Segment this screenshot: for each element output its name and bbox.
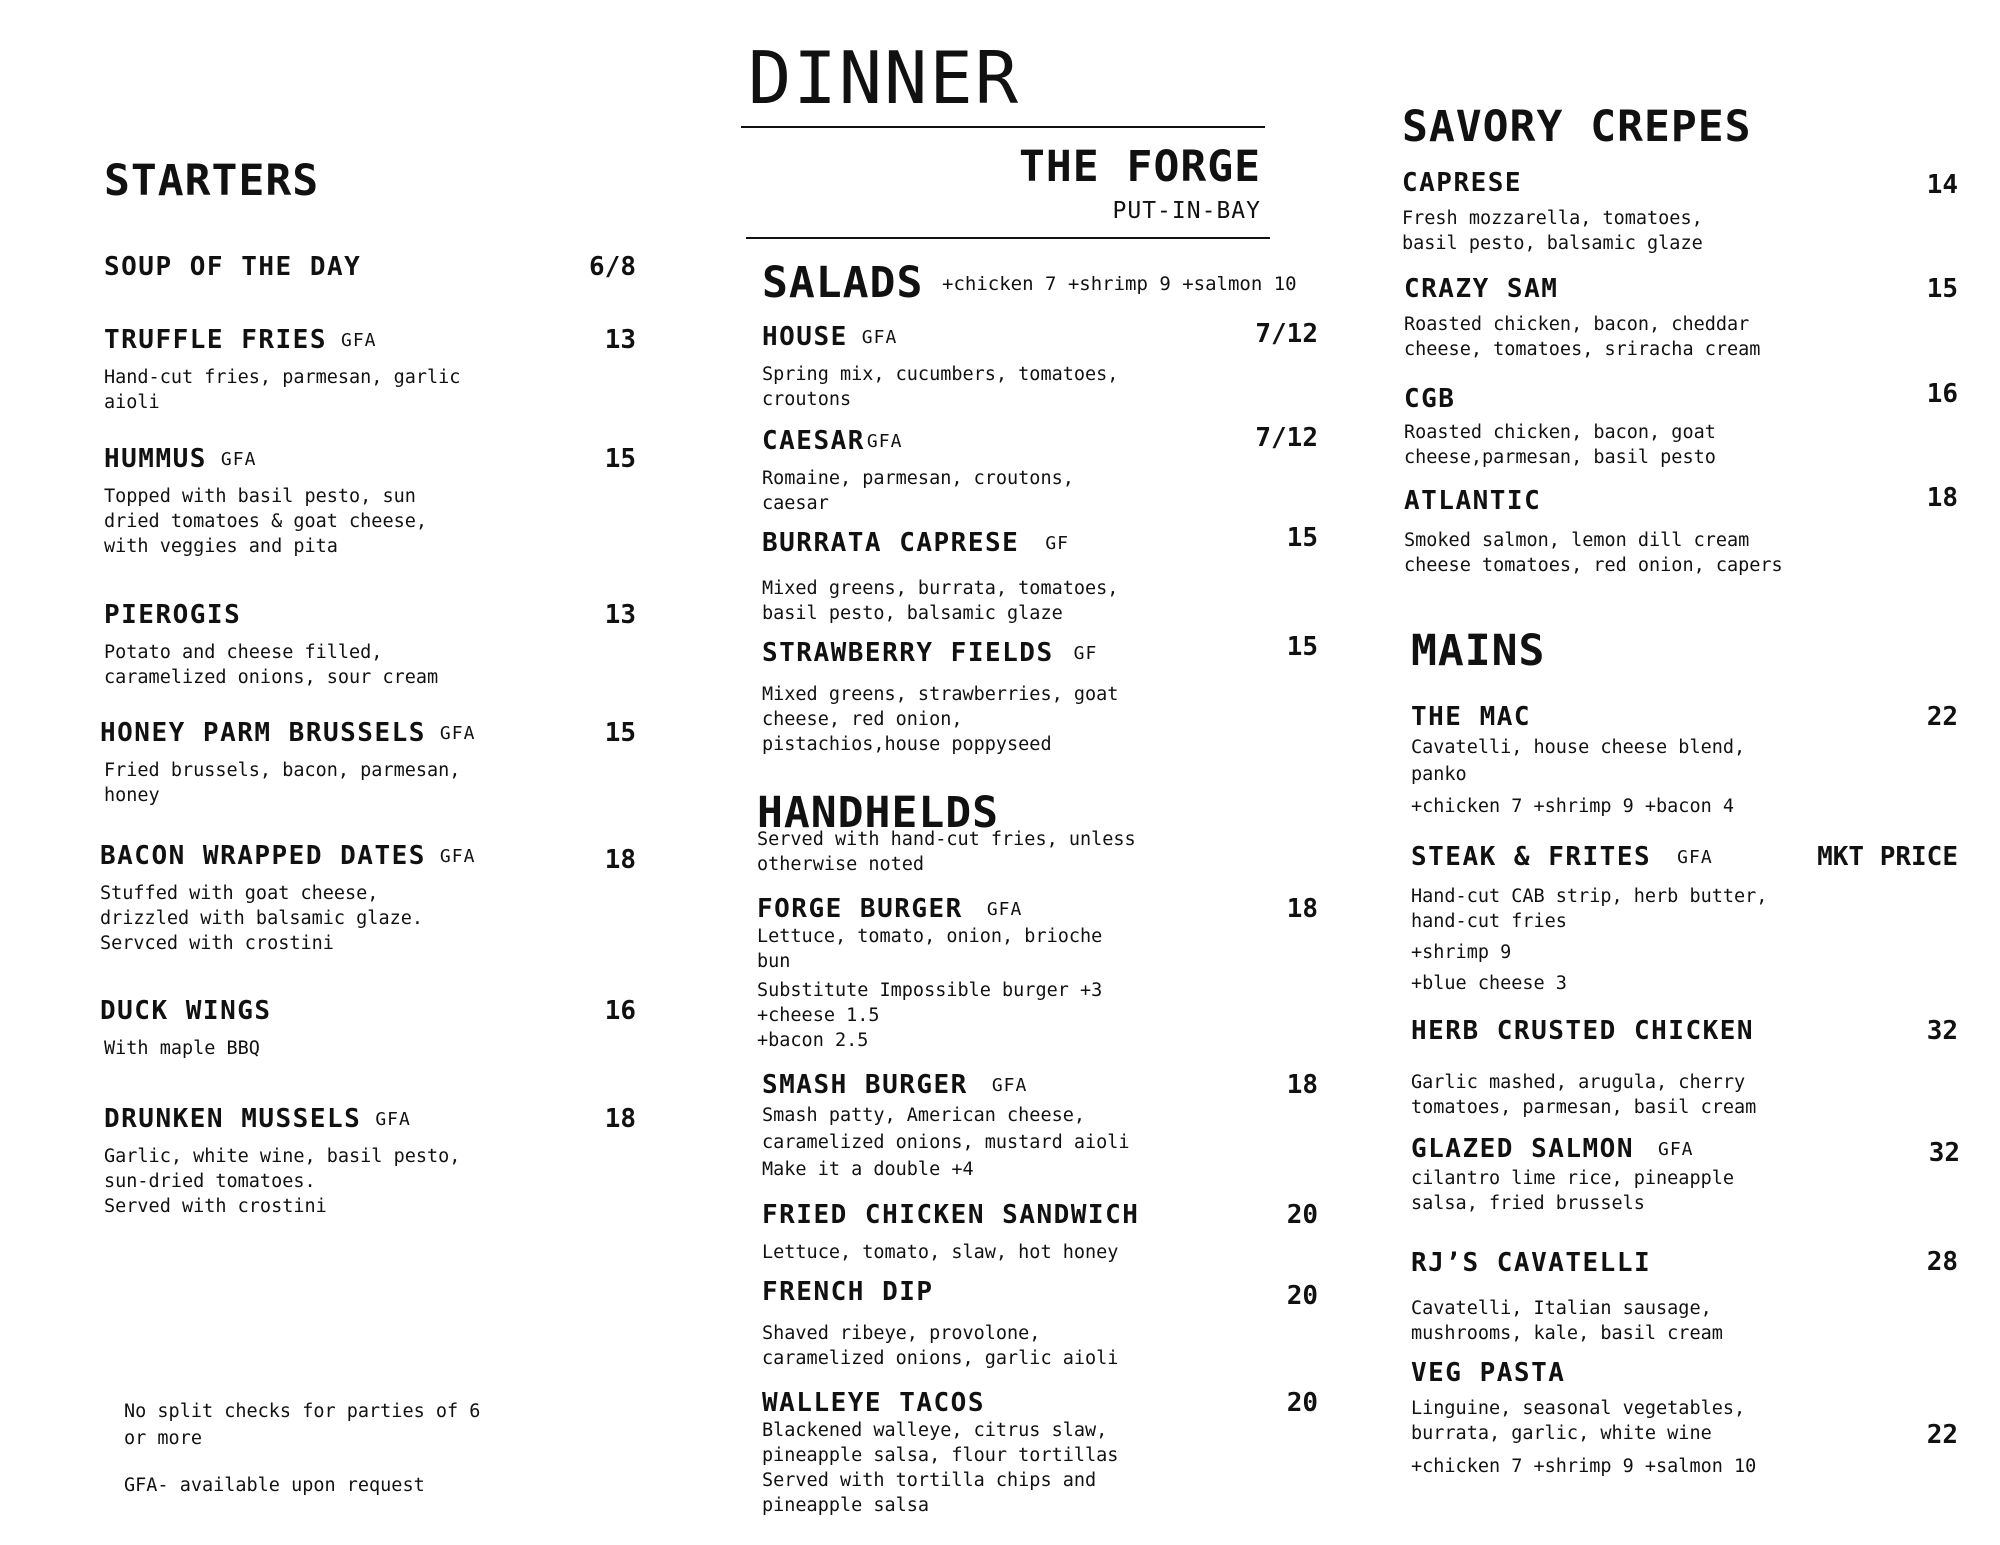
item-price: 16 xyxy=(604,996,636,1026)
item-name: CAESAR xyxy=(762,426,865,456)
item-name: DRUNKEN MUSSELS xyxy=(104,1104,362,1134)
dietary-tag: GFA xyxy=(1677,847,1713,868)
split-checks-note: No split checks for parties of 6 or more xyxy=(124,1401,481,1449)
dietary-tag: GFA xyxy=(220,449,257,470)
crepes-title: SAVORY CREPES xyxy=(1402,102,1752,152)
item-description: Smoked salmon, lemon dill cream cheese tomatoes, red onion, capers xyxy=(1404,530,1783,576)
main-the-mac xyxy=(1411,702,1958,819)
item-addons: Substitute Impossible burger +3 +cheese 1.5 +bacon 2.5 xyxy=(757,980,1103,1051)
restaurant-location: PUT-IN-BAY xyxy=(1112,198,1261,224)
item-description: Fresh mozzarella, tomatoes, basil pesto, balsamic glaze xyxy=(1402,208,1703,254)
item-description: Linguine, seasonal vegetables, burrata, garlic, white wine xyxy=(1411,1398,1746,1444)
item-description: cilantro lime rice, pineapple salsa, fried brussels xyxy=(1411,1168,1735,1214)
dietary-tag: GFA xyxy=(439,846,476,867)
item-description: Fried brussels, bacon, parmesan, honey xyxy=(104,760,461,806)
item-price: 32 xyxy=(1928,1138,1960,1168)
item-name: HUMMUS xyxy=(104,444,207,474)
main-steak-frites xyxy=(1411,842,1958,996)
item-name: PIEROGIS xyxy=(104,600,242,630)
item-name: TRUFFLE FRIES xyxy=(104,325,327,355)
handheld-walleye-tacos xyxy=(762,1388,1318,1518)
dietary-tag: GFA xyxy=(866,431,903,452)
item-price: MKT PRICE xyxy=(1817,842,1958,872)
item-name: HERB CRUSTED CHICKEN xyxy=(1411,1016,1755,1046)
item-description: Cavatelli, Italian sausage, mushrooms, kale, basil cream xyxy=(1411,1298,1723,1344)
item-description: Roasted chicken, bacon, goat cheese,parmesan, basil pesto xyxy=(1404,422,1716,468)
item-price: 20 xyxy=(1286,1388,1318,1418)
item-price: 22 xyxy=(1926,1420,1958,1450)
dietary-tag: GFA xyxy=(375,1109,411,1130)
item-name: CAPRESE xyxy=(1402,168,1523,198)
starter-truffle-fries xyxy=(104,325,636,415)
handheld-smash-burger xyxy=(762,1070,1318,1183)
item-name: STEAK & FRITES xyxy=(1411,842,1652,872)
item-name: VEG PASTA xyxy=(1411,1358,1566,1388)
item-price: 16 xyxy=(1926,379,1958,409)
item-price: 7/12 xyxy=(1255,319,1318,349)
item-price: 15 xyxy=(1286,632,1318,662)
item-name: BACON WRAPPED DATES xyxy=(100,841,426,871)
item-name: GLAZED SALMON xyxy=(1411,1134,1634,1164)
item-description: Lettuce, tomato, onion, brioche bun xyxy=(757,926,1103,972)
item-price: 7/12 xyxy=(1255,423,1318,453)
item-name: DUCK WINGS xyxy=(100,996,272,1026)
item-price: 14 xyxy=(1926,170,1958,200)
item-name: CGB xyxy=(1404,384,1456,414)
item-description: Hand-cut CAB strip, herb butter, hand-cut fries xyxy=(1411,886,1768,932)
item-name: WALLEYE TACOS xyxy=(762,1388,985,1418)
dietary-tag: GFA xyxy=(1658,1139,1694,1160)
dietary-tag: GF xyxy=(1073,643,1098,664)
item-addons: +chicken 7 +shrimp 9 +bacon 4 xyxy=(1411,796,1735,817)
salad-house xyxy=(762,319,1318,412)
item-description: Hand-cut fries, parmesan, garlic aioli xyxy=(104,367,461,413)
dietary-tag: GF xyxy=(1045,533,1069,554)
item-description: Mixed greens, strawberries, goat cheese, red onion, pistachios,house poppyseed xyxy=(762,684,1119,755)
item-description: Stuffed with goat cheese, drizzled with balsamic glaze. Servced with crostini xyxy=(100,883,424,954)
item-name: SMASH BURGER xyxy=(762,1070,968,1100)
item-price: 15 xyxy=(604,444,636,474)
item-description: Spring mix, cucumbers, tomatoes, croutons xyxy=(762,364,1119,410)
starter-dates xyxy=(100,841,636,956)
item-name: RJ’S CAVATELLI xyxy=(1411,1248,1652,1278)
item-description: Potato and cheese filled, caramelized onions, sour cream xyxy=(104,642,439,688)
item-description: Garlic mashed, arugula, cherry tomatoes, parmesan, basil cream xyxy=(1411,1072,1757,1118)
dietary-tag: GFA xyxy=(861,327,898,348)
item-price: 18 xyxy=(604,1104,636,1134)
item-price: 18 xyxy=(1926,483,1958,513)
starter-brussels xyxy=(100,718,636,808)
handhelds-subtitle: Served with hand-cut fries, unless otherwise noted xyxy=(757,829,1136,875)
item-name: STRAWBERRY FIELDS xyxy=(762,638,1054,668)
starters-title: STARTERS xyxy=(104,156,320,206)
starter-hummus xyxy=(104,444,636,559)
item-description: Cavatelli, house cheese blend, panko xyxy=(1411,737,1746,785)
starter-mussels xyxy=(104,1104,636,1219)
item-description: With maple BBQ xyxy=(104,1038,260,1059)
gfa-note: GFA- available upon request xyxy=(124,1475,425,1496)
crepe-cgb xyxy=(1404,379,1958,470)
dietary-tag: GFA xyxy=(341,330,377,351)
item-price: 20 xyxy=(1286,1281,1318,1311)
item-name: HONEY PARM BRUSSELS xyxy=(100,718,426,748)
item-description: Topped with basil pesto, sun dried tomatoes & goat cheese, with veggies and pita xyxy=(104,486,428,557)
item-name: BURRATA CAPRESE xyxy=(762,528,1020,558)
crepe-caprese xyxy=(1402,168,1958,256)
starter-duck-wings xyxy=(100,996,636,1061)
item-price: 20 xyxy=(1286,1200,1318,1230)
item-price: 15 xyxy=(604,718,636,748)
item-name: FORGE BURGER xyxy=(757,894,963,924)
item-description: Mixed greens, burrata, tomatoes, basil pesto, balsamic glaze xyxy=(762,578,1119,624)
item-name: FRIED CHICKEN SANDWICH xyxy=(762,1200,1140,1230)
handheld-french-dip xyxy=(762,1277,1318,1371)
item-description: Blackened walleye, citrus slaw, pineapple salsa, flour tortillas Served with tortilla chips and pineapple salsa xyxy=(762,1420,1119,1516)
item-name: THE MAC xyxy=(1411,702,1532,732)
main-rjs-cavatelli xyxy=(1411,1248,1958,1346)
item-price: 15 xyxy=(1926,274,1958,304)
item-price: 18 xyxy=(1286,894,1318,924)
item-price: 13 xyxy=(604,600,636,630)
item-price: 18 xyxy=(1286,1070,1318,1100)
main-veg-pasta xyxy=(1411,1358,1958,1479)
handhelds-title: HANDHELDS xyxy=(757,788,999,838)
item-price: 32 xyxy=(1926,1016,1958,1046)
item-addon-blue-cheese: +blue cheese 3 xyxy=(1411,973,1567,994)
item-description: Romaine, parmesan, croutons, caesar xyxy=(762,468,1074,514)
item-addon-shrimp: +shrimp 9 xyxy=(1411,942,1512,963)
salad-burrata-caprese xyxy=(762,523,1318,626)
item-price: 22 xyxy=(1926,702,1958,732)
item-name: FRENCH DIP xyxy=(762,1277,934,1307)
handheld-fried-chicken xyxy=(762,1200,1318,1265)
header-divider-bottom xyxy=(746,237,1270,239)
header-divider-top xyxy=(741,126,1265,128)
dietary-tag: GFA xyxy=(986,899,1023,920)
item-name: HOUSE xyxy=(762,322,848,352)
handheld-forge-burger xyxy=(757,894,1318,1053)
mains-title: MAINS xyxy=(1411,626,1546,676)
item-name: SOUP OF THE DAY xyxy=(104,252,362,282)
salad-strawberry-fields xyxy=(762,632,1318,757)
item-price: 15 xyxy=(1286,523,1318,553)
starter-pierogis xyxy=(104,600,636,690)
item-description: Garlic, white wine, basil pesto, sun-dried tomatoes. Served with crostini xyxy=(104,1146,461,1217)
crepe-crazy-sam xyxy=(1404,274,1958,362)
item-price: 28 xyxy=(1926,1247,1958,1277)
crepe-atlantic xyxy=(1404,483,1958,578)
item-description: Shaved ribeye, provolone, caramelized onions, garlic aioli xyxy=(762,1323,1119,1369)
salads-title: SALADS xyxy=(762,258,924,308)
item-name: CRAZY SAM xyxy=(1404,274,1559,304)
main-glazed-salmon xyxy=(1411,1134,1958,1216)
item-price: 13 xyxy=(604,325,636,355)
item-price: 18 xyxy=(604,845,636,875)
dietary-tag: GFA xyxy=(991,1075,1028,1096)
item-description: Smash patty, American cheese, caramelized onions, mustard aioli Make it a double +4 xyxy=(762,1105,1130,1180)
item-description: Lettuce, tomato, slaw, hot honey xyxy=(762,1242,1119,1263)
main-herb-crusted-chicken xyxy=(1411,1016,1958,1120)
salad-caesar xyxy=(762,423,1318,516)
starter-soup xyxy=(104,252,636,286)
item-description: Roasted chicken, bacon, cheddar cheese, tomatoes, sriracha cream xyxy=(1404,314,1761,360)
salads-addons: +chicken 7 +shrimp 9 +salmon 10 xyxy=(942,273,1297,295)
restaurant-name: THE FORGE xyxy=(1019,142,1261,192)
menu-title: DINNER xyxy=(748,36,1021,120)
item-name: ATLANTIC xyxy=(1404,486,1542,516)
item-price: 6/8 xyxy=(589,252,636,282)
dietary-tag: GFA xyxy=(439,723,476,744)
item-addons: +chicken 7 +shrimp 9 +salmon 10 xyxy=(1411,1456,1757,1477)
